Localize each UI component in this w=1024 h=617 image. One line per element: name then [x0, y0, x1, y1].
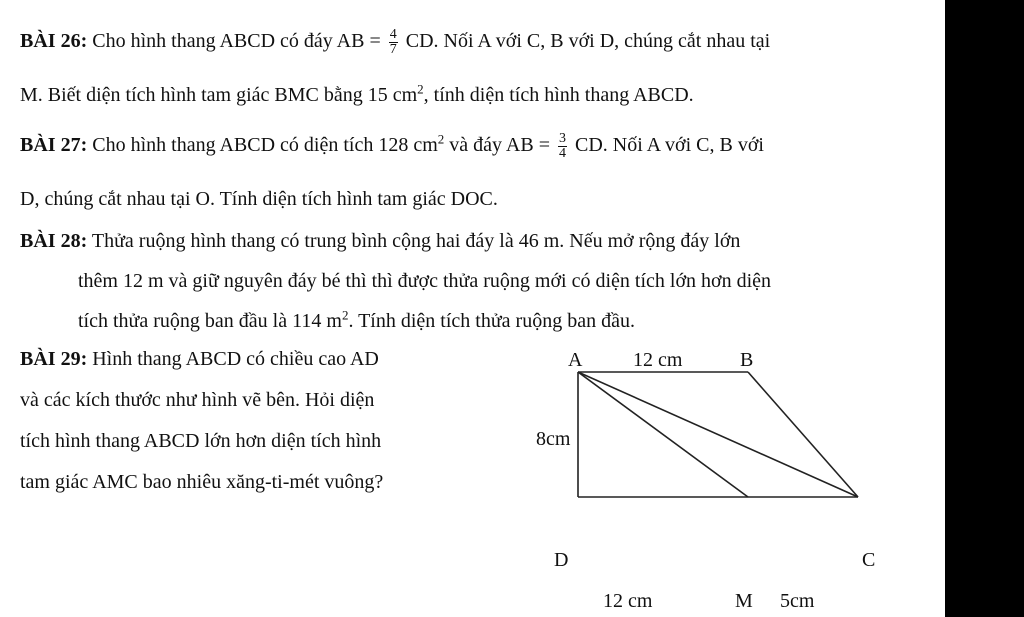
p28-line-1: BÀI 28: Thửa ruộng hình thang có trung bình cộng hai đáy là 46 m. Nếu mở rộng đáy lớn [20, 230, 741, 252]
p26-label: BÀI 26: [20, 30, 88, 53]
p29-line-1: BÀI 29: Hình thang ABCD có chiều cao AD [20, 348, 379, 370]
p29-line-3: tích hình thang ABCD lớn hơn diện tích hình [20, 430, 382, 452]
p26-line-2: M. Biết diện tích hình tam giác BMC bằng 15 $cm^2$, tính diện tích hình thang ABCD. [20, 81, 694, 106]
top-length-label: 12 cm [633, 349, 683, 371]
p29-line-2: và các kích thước như hình vẽ bên. Hỏi diện [20, 389, 375, 411]
p28-line-2: thêm 12 m và giữ nguyên đáy bé thì thì được thửa ruộng mới có diện tích lớn hơn diện [78, 270, 772, 292]
diagonal-AC [578, 372, 858, 497]
p27-line-1: BÀI 27: Cho hình thang ABCD có diện tích 128 $cm^2$ và đáy AB = $\frac{3}{4}$ CD. Nối A với C, B với [20, 131, 764, 161]
vertex-C-label: C [862, 549, 876, 571]
mc-length-label: 5cm [780, 590, 815, 612]
height-label: 8cm [536, 428, 571, 450]
segment-AM [578, 372, 748, 497]
vertex-A-label: A [568, 349, 583, 371]
vertex-D-label: D [554, 549, 569, 571]
p27-line-2: D, chúng cắt nhau tại O. Tính diện tích hình tam giác DOC. [20, 188, 498, 210]
dm-length-label: 12 cm [603, 590, 653, 612]
p29-label: BÀI 29: [20, 348, 88, 370]
fraction-3-4: $\frac{3}{4}$ [558, 131, 566, 161]
vertex-B-label: B [740, 349, 754, 371]
p28-label: BÀI 28: [20, 230, 88, 252]
point-M-label: M [735, 590, 753, 612]
fraction-4-7: $\frac{4}{7}$ [389, 27, 397, 57]
p26-line-1: BÀI 26: Cho hình thang ABCD có đáy AB = $\frac{4}{7}$ CD. Nối A với C, B với D, chúng cắt nhau tại [20, 27, 771, 57]
p29-line-4: tam giác AMC bao nhiêu xăng-ti-mét vuông? [20, 471, 384, 493]
p27-label: BÀI 27: [20, 134, 88, 157]
side-BC [748, 372, 858, 497]
p28-line-3: tích thửa ruộng ban đầu là 114 $m^2$. Tính diện tích thửa ruộng ban đầu. [78, 307, 635, 332]
